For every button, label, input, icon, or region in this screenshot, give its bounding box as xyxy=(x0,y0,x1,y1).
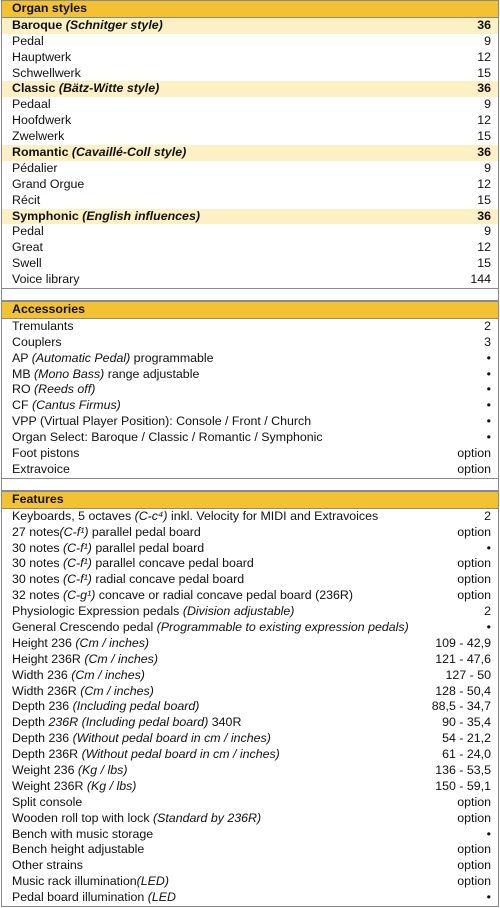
row-label xyxy=(12,509,378,525)
label-note: (Kg / lbs) xyxy=(86,778,137,793)
spec-row xyxy=(2,890,498,906)
spec-row xyxy=(2,177,498,193)
row-value: 2 xyxy=(484,318,491,333)
spec-row xyxy=(2,335,498,351)
spec-row xyxy=(2,97,498,113)
row-label xyxy=(12,193,40,209)
label-text: 30 notes xyxy=(12,556,63,571)
row-value: 9 xyxy=(484,160,491,175)
row-label xyxy=(12,462,70,478)
row-value: • xyxy=(486,430,491,445)
row-label xyxy=(12,890,176,906)
row-value: • xyxy=(486,826,491,841)
row-value: 15 xyxy=(477,192,491,207)
row-label xyxy=(12,382,95,398)
spec-row xyxy=(2,811,498,827)
label-after: inkl. Velocity for MIDI and Extravoices xyxy=(167,508,379,523)
label-text: 30 notes xyxy=(12,540,63,555)
row-label xyxy=(12,747,280,763)
spec-row xyxy=(2,382,498,398)
row-label xyxy=(12,588,353,604)
row-label xyxy=(12,446,80,462)
label-text: Classic xyxy=(12,81,59,96)
spec-row xyxy=(2,604,498,620)
label-after: parallel concave pedal board xyxy=(91,556,254,571)
spec-row xyxy=(2,50,498,66)
section-gap xyxy=(1,289,499,301)
row-value: 88,5 - 34,7 xyxy=(431,699,491,714)
row-label xyxy=(12,81,159,97)
spec-row xyxy=(2,66,498,82)
spec-row xyxy=(2,398,498,414)
label-text: Depth 236 xyxy=(12,699,73,714)
label-text: Bench with music storage xyxy=(12,826,154,841)
row-value: 15 xyxy=(477,65,491,80)
section-gap xyxy=(1,479,499,491)
row-value: 12 xyxy=(477,113,491,128)
label-note: (LED xyxy=(147,890,176,905)
spec-row xyxy=(2,731,498,747)
label-note: (Mono Bass) xyxy=(34,366,105,381)
row-value: 90 - 35,4 xyxy=(442,715,491,730)
row-value: 36 xyxy=(477,81,491,96)
spec-row xyxy=(2,367,498,383)
spec-sheet xyxy=(1,0,499,907)
label-note: (LED) xyxy=(136,874,169,889)
label-text: Grand Orgue xyxy=(12,176,85,191)
row-label xyxy=(12,636,149,652)
spec-row xyxy=(2,668,498,684)
spec-row xyxy=(2,858,498,874)
label-note: (Reeds off) xyxy=(34,382,96,397)
label-after: range adjustable xyxy=(104,366,200,381)
row-label xyxy=(12,209,200,225)
label-note: (Programmable to existing expression pedals) xyxy=(156,619,409,634)
label-text: 30 notes xyxy=(12,572,63,587)
label-text: Baroque xyxy=(12,17,66,32)
label-note: (Division adjustable) xyxy=(182,604,295,619)
label-after: radial concave pedal board xyxy=(91,572,245,587)
row-label xyxy=(12,50,71,66)
row-value: option xyxy=(457,461,491,476)
spec-row xyxy=(2,34,498,50)
row-label xyxy=(12,177,84,193)
row-value: 36 xyxy=(477,145,491,160)
row-label xyxy=(12,811,261,827)
row-label xyxy=(12,652,158,668)
row-value: option xyxy=(457,446,491,461)
row-label xyxy=(12,240,43,256)
spec-row xyxy=(2,224,498,240)
row-value: option xyxy=(457,842,491,857)
row-label xyxy=(12,351,214,367)
row-value: 109 - 42,9 xyxy=(435,635,491,650)
label-note: (Without pedal board in cm / inches) xyxy=(81,747,280,762)
label-text: Split console xyxy=(12,794,83,809)
spec-row xyxy=(2,193,498,209)
label-after: 340R xyxy=(208,715,242,730)
spec-row xyxy=(2,652,498,668)
spec-row xyxy=(2,572,498,588)
row-value: 2 xyxy=(484,604,491,619)
section-header: Accessories xyxy=(2,301,498,319)
label-note: (C-f¹) xyxy=(62,572,92,587)
label-text: Height 236 xyxy=(12,635,76,650)
row-value: 36 xyxy=(477,208,491,223)
label-after: programmable xyxy=(130,350,214,365)
label-note: (Automatic Pedal) xyxy=(31,350,131,365)
row-value: 144 xyxy=(470,272,491,287)
label-text: Pédalier xyxy=(12,160,58,175)
spec-row xyxy=(2,684,498,700)
label-note: (Cm / inches) xyxy=(71,667,145,682)
label-note: 236R (Including pedal board) xyxy=(48,715,209,730)
spec-row xyxy=(2,272,498,288)
row-label xyxy=(12,319,74,335)
spec-row xyxy=(2,620,498,636)
label-text: Tremulants xyxy=(12,318,74,333)
spec-row xyxy=(2,588,498,604)
style-subheader-row xyxy=(2,18,498,34)
label-text: Extravoice xyxy=(12,461,70,476)
row-label xyxy=(12,525,201,541)
row-value: • xyxy=(486,619,491,634)
row-label xyxy=(12,763,127,779)
row-label xyxy=(12,430,323,446)
row-label xyxy=(12,556,254,572)
label-text: Schwellwerk xyxy=(12,65,81,80)
row-value: option xyxy=(457,794,491,809)
row-label xyxy=(12,335,62,351)
row-label xyxy=(12,795,82,811)
label-note: (English influences) xyxy=(82,208,200,223)
features-section xyxy=(1,491,499,907)
row-label xyxy=(12,715,241,731)
row-value: 61 - 24,0 xyxy=(442,747,491,762)
label-text: Weight 236R xyxy=(12,778,87,793)
label-text: Symphonic xyxy=(12,208,83,223)
spec-row xyxy=(2,827,498,843)
label-note: (C-g¹) xyxy=(62,588,96,603)
spec-row xyxy=(2,747,498,763)
row-value: 54 - 21,2 xyxy=(442,731,491,746)
label-text: Pedal xyxy=(12,224,44,239)
label-note: (Cm / inches) xyxy=(80,683,154,698)
row-label xyxy=(12,572,244,588)
row-label xyxy=(12,604,294,620)
row-label xyxy=(12,414,311,430)
label-text: Weight 236 xyxy=(12,762,78,777)
section-header: Organ styles xyxy=(2,0,498,18)
spec-row xyxy=(2,113,498,129)
label-text: Pedaal xyxy=(12,97,51,112)
row-value: 15 xyxy=(477,129,491,144)
spec-row xyxy=(2,256,498,272)
label-text: Great xyxy=(12,240,43,255)
spec-row xyxy=(2,699,498,715)
section-header: Features xyxy=(2,491,498,509)
row-label xyxy=(12,827,153,843)
row-label xyxy=(12,668,145,684)
label-text: Music rack illumination xyxy=(12,874,137,889)
row-label xyxy=(12,684,154,700)
label-note: (Bätz-Witte style) xyxy=(58,81,160,96)
label-text: Physiologic Expression pedals xyxy=(12,604,183,619)
label-text: AP xyxy=(12,350,32,365)
accessories-section xyxy=(1,301,499,479)
row-label xyxy=(12,858,83,874)
row-value: 12 xyxy=(477,49,491,64)
label-text: Couplers xyxy=(12,334,62,349)
row-label xyxy=(12,272,80,288)
row-value: option xyxy=(457,810,491,825)
label-text: Hoofdwerk xyxy=(12,113,72,128)
label-text: 32 notes xyxy=(12,588,63,603)
row-label xyxy=(12,367,199,383)
spec-row xyxy=(2,414,498,430)
label-text: Swell xyxy=(12,256,42,271)
label-note: (C-c⁴) xyxy=(134,508,168,523)
row-label xyxy=(12,779,136,795)
label-note: (Cm / inches) xyxy=(75,635,150,650)
label-text: Romantic xyxy=(12,145,72,160)
style-subheader-row xyxy=(2,81,498,97)
label-text: Width 236R xyxy=(12,683,81,698)
row-value: 121 - 47,6 xyxy=(435,651,491,666)
label-text: Pedal xyxy=(12,33,44,48)
label-text: General Crescendo pedal xyxy=(12,619,157,634)
row-value: 12 xyxy=(477,176,491,191)
spec-row xyxy=(2,240,498,256)
row-label xyxy=(12,34,44,50)
label-text: Bench height adjustable xyxy=(12,842,145,857)
row-label xyxy=(12,699,199,715)
row-value: option xyxy=(457,524,491,539)
row-value: option xyxy=(457,858,491,873)
row-value: 150 - 59,1 xyxy=(435,778,491,793)
label-note: (Cavaillé-Coll style) xyxy=(71,145,187,160)
label-text: Zwelwerk xyxy=(12,129,65,144)
organ-styles-section xyxy=(1,0,499,289)
row-value: 12 xyxy=(477,240,491,255)
row-value: 9 xyxy=(484,224,491,239)
label-note: (Kg / lbs) xyxy=(77,762,128,777)
label-text: Hauptwerk xyxy=(12,49,72,64)
row-value: 128 - 50,4 xyxy=(435,683,491,698)
row-label xyxy=(12,256,42,272)
label-note: (C-f¹) xyxy=(59,524,89,539)
row-value: option xyxy=(457,588,491,603)
row-value: 2 xyxy=(484,508,491,523)
row-label xyxy=(12,842,144,858)
row-value: 9 xyxy=(484,33,491,48)
spec-row xyxy=(2,351,498,367)
spec-row xyxy=(2,161,498,177)
row-value: 9 xyxy=(484,97,491,112)
row-label xyxy=(12,66,81,82)
row-label xyxy=(12,874,169,890)
label-note: (Cantus Firmus) xyxy=(31,398,121,413)
label-text: Foot pistons xyxy=(12,446,80,461)
row-label xyxy=(12,224,44,240)
label-text: Other strains xyxy=(12,858,83,873)
label-note: (Cm / inches) xyxy=(84,651,158,666)
label-after: concave or radial concave pedal board (236R) xyxy=(95,588,353,603)
label-text: Voice library xyxy=(12,272,80,287)
row-value: 36 xyxy=(477,17,491,32)
row-label xyxy=(12,97,51,113)
row-value: • xyxy=(486,890,491,905)
row-value: 15 xyxy=(477,256,491,271)
row-value: • xyxy=(486,414,491,429)
row-label xyxy=(12,129,64,145)
row-value: 127 - 50 xyxy=(445,667,491,682)
row-value: 136 - 53,5 xyxy=(435,762,491,777)
row-value: option xyxy=(457,556,491,571)
row-value: 3 xyxy=(484,334,491,349)
label-note: (Including pedal board) xyxy=(72,699,200,714)
label-after: parallel pedal board xyxy=(91,540,205,555)
row-value: • xyxy=(486,350,491,365)
label-text: Wooden roll top with lock xyxy=(12,810,153,825)
row-label xyxy=(12,731,271,747)
spec-row xyxy=(2,525,498,541)
row-label xyxy=(12,620,409,636)
label-after: parallel pedal board xyxy=(88,524,201,539)
spec-row xyxy=(2,779,498,795)
spec-row xyxy=(2,874,498,890)
row-label xyxy=(12,18,163,34)
spec-row xyxy=(2,763,498,779)
spec-row xyxy=(2,715,498,731)
label-text: Pedal board illumination xyxy=(12,890,148,905)
style-subheader-row xyxy=(2,145,498,161)
label-text: Height 236R xyxy=(12,651,85,666)
label-note: (Without pedal board in cm / inches) xyxy=(72,731,271,746)
row-value: • xyxy=(486,540,491,555)
spec-row xyxy=(2,556,498,572)
label-text: MB xyxy=(12,366,35,381)
row-label xyxy=(12,398,121,414)
row-label xyxy=(12,541,204,557)
label-text: Organ Select: Baroque / Classic / Romantic / Symphonic xyxy=(12,430,323,445)
row-value: • xyxy=(486,366,491,381)
spec-row xyxy=(2,462,498,478)
row-label xyxy=(12,113,71,129)
label-text: VPP (Virtual Player Position): Console / Front / Church xyxy=(12,414,312,429)
label-note: (C-f¹) xyxy=(62,556,92,571)
label-text: RO xyxy=(12,382,35,397)
label-text: 27 notes xyxy=(12,524,60,539)
spec-row xyxy=(2,129,498,145)
row-value: • xyxy=(486,398,491,413)
label-text: Depth 236R xyxy=(12,747,82,762)
label-text: Width 236 xyxy=(12,667,72,682)
spec-row xyxy=(2,842,498,858)
label-text: Depth xyxy=(12,715,49,730)
spec-row xyxy=(2,509,498,525)
row-value: • xyxy=(486,382,491,397)
spec-row xyxy=(2,636,498,652)
spec-row xyxy=(2,541,498,557)
spec-row xyxy=(2,795,498,811)
label-text: Récit xyxy=(12,192,41,207)
label-text: Keyboards, 5 octaves xyxy=(12,508,135,523)
spec-row xyxy=(2,430,498,446)
label-note: (Standard by 236R) xyxy=(152,810,262,825)
label-text: Depth 236 xyxy=(12,731,73,746)
spec-row xyxy=(2,446,498,462)
spec-row xyxy=(2,319,498,335)
row-label xyxy=(12,145,186,161)
row-label xyxy=(12,161,57,177)
label-note: (C-f¹) xyxy=(62,540,92,555)
label-note: (Schnitger style) xyxy=(65,17,163,32)
row-value: option xyxy=(457,572,491,587)
row-value: option xyxy=(457,874,491,889)
style-subheader-row xyxy=(2,209,498,225)
label-text: CF xyxy=(12,398,32,413)
